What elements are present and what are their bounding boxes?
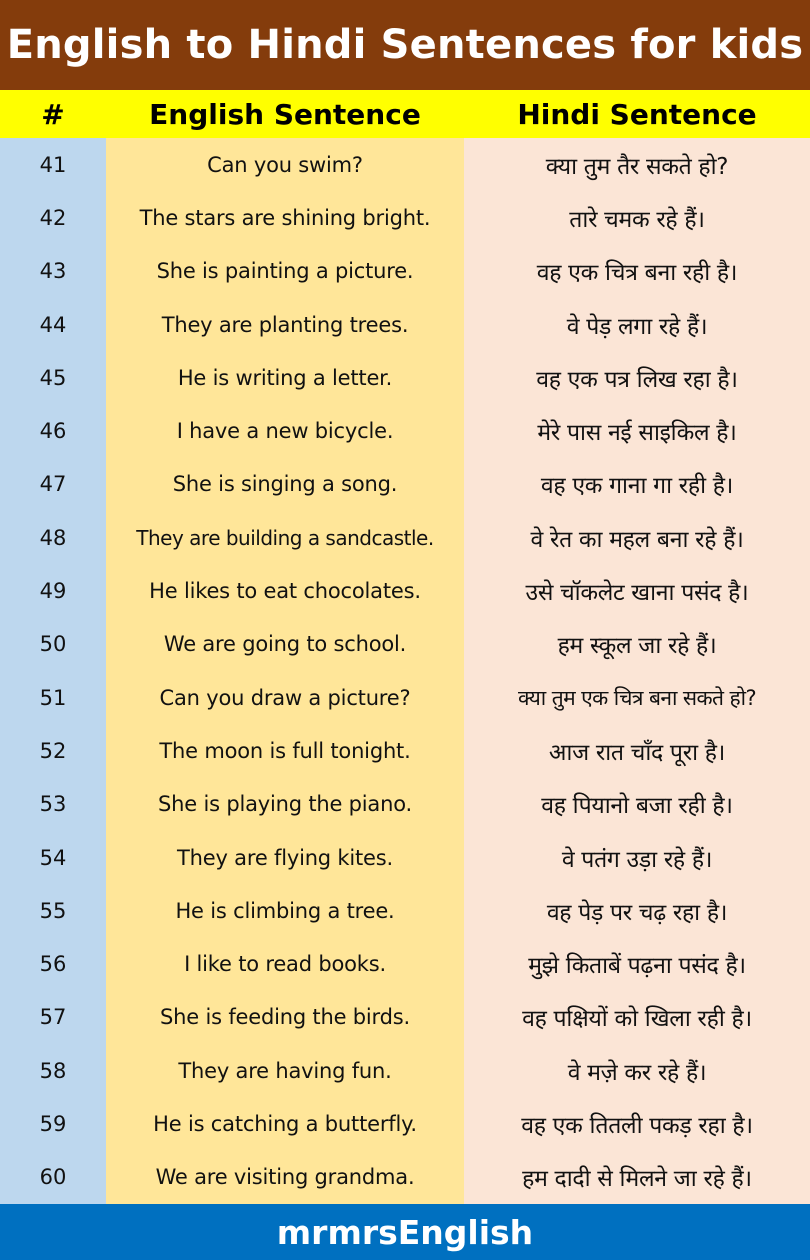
hindi-sentence: वह पियानो बजा रही है। (464, 778, 810, 831)
hindi-sentence: तारे चमक रहे हैं। (464, 191, 810, 244)
table-row (0, 1044, 810, 1097)
row-number: 52 (0, 724, 106, 777)
row-number: 54 (0, 831, 106, 884)
header-hindi: Hindi Sentence (517, 97, 757, 131)
hindi-sentence: क्या तुम एक चित्र बना सकते हो? (464, 671, 810, 724)
table-row (0, 884, 810, 937)
hindi-sentence: मेरे पास नई साइकिल है। (464, 404, 810, 457)
english-sentence: The moon is full tonight. (106, 724, 464, 777)
hindi-sentence: वह एक चित्र बना रही है। (464, 245, 810, 298)
english-sentence: She is singing a song. (106, 458, 464, 511)
row-number: 50 (0, 618, 106, 671)
hindi-sentence: वह एक तितली पकड़ रहा है। (464, 1097, 810, 1150)
row-number: 56 (0, 937, 106, 990)
english-sentence: He is catching a butterfly. (106, 1097, 464, 1150)
english-sentence: We are visiting grandma. (106, 1151, 464, 1204)
row-number: 45 (0, 351, 106, 404)
english-sentence: They are having fun. (106, 1044, 464, 1097)
row-number: 49 (0, 564, 106, 617)
row-number: 44 (0, 298, 106, 351)
row-number: 47 (0, 458, 106, 511)
row-number: 58 (0, 1044, 106, 1097)
table-row (0, 937, 810, 990)
table-header (0, 90, 810, 138)
english-sentence: The stars are shining bright. (106, 191, 464, 244)
english-sentence: They are building a sandcastle. (106, 511, 464, 564)
row-number: 59 (0, 1097, 106, 1150)
english-sentence: Can you swim? (106, 138, 464, 191)
table-row (0, 298, 810, 351)
hindi-sentence: उसे चॉकलेट खाना पसंद है। (464, 564, 810, 617)
english-sentence: She is feeding the birds. (106, 991, 464, 1044)
english-sentence: She is painting a picture. (106, 245, 464, 298)
page-title: English to Hindi Sentences for kids (0, 0, 810, 90)
hindi-sentence: वे मज़े कर रहे हैं। (464, 1044, 810, 1097)
english-sentence: They are planting trees. (106, 298, 464, 351)
table-row (0, 245, 810, 298)
row-number: 42 (0, 191, 106, 244)
row-number: 53 (0, 778, 106, 831)
english-sentence: I have a new bicycle. (106, 404, 464, 457)
table-row (0, 724, 810, 777)
table-row (0, 1097, 810, 1150)
header-number: # (41, 97, 65, 131)
english-sentence: We are going to school. (106, 618, 464, 671)
table-row (0, 404, 810, 457)
english-sentence: He is climbing a tree. (106, 884, 464, 937)
row-number: 57 (0, 991, 106, 1044)
table-row (0, 991, 810, 1044)
row-number: 43 (0, 245, 106, 298)
table-row (0, 458, 810, 511)
header-english: English Sentence (149, 97, 421, 131)
hindi-sentence: वह एक गाना गा रही है। (464, 458, 810, 511)
hindi-sentence: वे पतंग उड़ा रहे हैं। (464, 831, 810, 884)
english-sentence: They are flying kites. (106, 831, 464, 884)
row-number: 51 (0, 671, 106, 724)
hindi-sentence: मुझे किताबें पढ़ना पसंद है। (464, 937, 810, 990)
table-row (0, 831, 810, 884)
hindi-sentence: क्या तुम तैर सकते हो? (464, 138, 810, 191)
english-sentence: He is writing a letter. (106, 351, 464, 404)
row-number: 55 (0, 884, 106, 937)
table-row (0, 1151, 810, 1204)
table-row (0, 778, 810, 831)
table-row (0, 138, 810, 191)
table-row (0, 564, 810, 617)
hindi-sentence: हम स्कूल जा रहे हैं। (464, 618, 810, 671)
english-sentence: I like to read books. (106, 937, 464, 990)
row-number: 46 (0, 404, 106, 457)
hindi-sentence: आज रात चाँद पूरा है। (464, 724, 810, 777)
english-sentence: Can you draw a picture? (106, 671, 464, 724)
table-row (0, 511, 810, 564)
hindi-sentence: हम दादी से मिलने जा रहे हैं। (464, 1151, 810, 1204)
sentence-table (0, 138, 810, 1204)
row-number: 48 (0, 511, 106, 564)
english-sentence: She is playing the piano. (106, 778, 464, 831)
brand-footer: mrmrsEnglish (0, 1204, 810, 1260)
table-row (0, 671, 810, 724)
english-sentence: He likes to eat chocolates. (106, 564, 464, 617)
hindi-sentence: वह पेड़ पर चढ़ रहा है। (464, 884, 810, 937)
hindi-sentence: वे रेत का महल बना रहे हैं। (464, 511, 810, 564)
hindi-sentence: वे पेड़ लगा रहे हैं। (464, 298, 810, 351)
hindi-sentence: वह पक्षियों को खिला रही है। (464, 991, 810, 1044)
table-row (0, 618, 810, 671)
table-row (0, 191, 810, 244)
row-number: 60 (0, 1151, 106, 1204)
row-number: 41 (0, 138, 106, 191)
hindi-sentence: वह एक पत्र लिख रहा है। (464, 351, 810, 404)
table-row (0, 351, 810, 404)
